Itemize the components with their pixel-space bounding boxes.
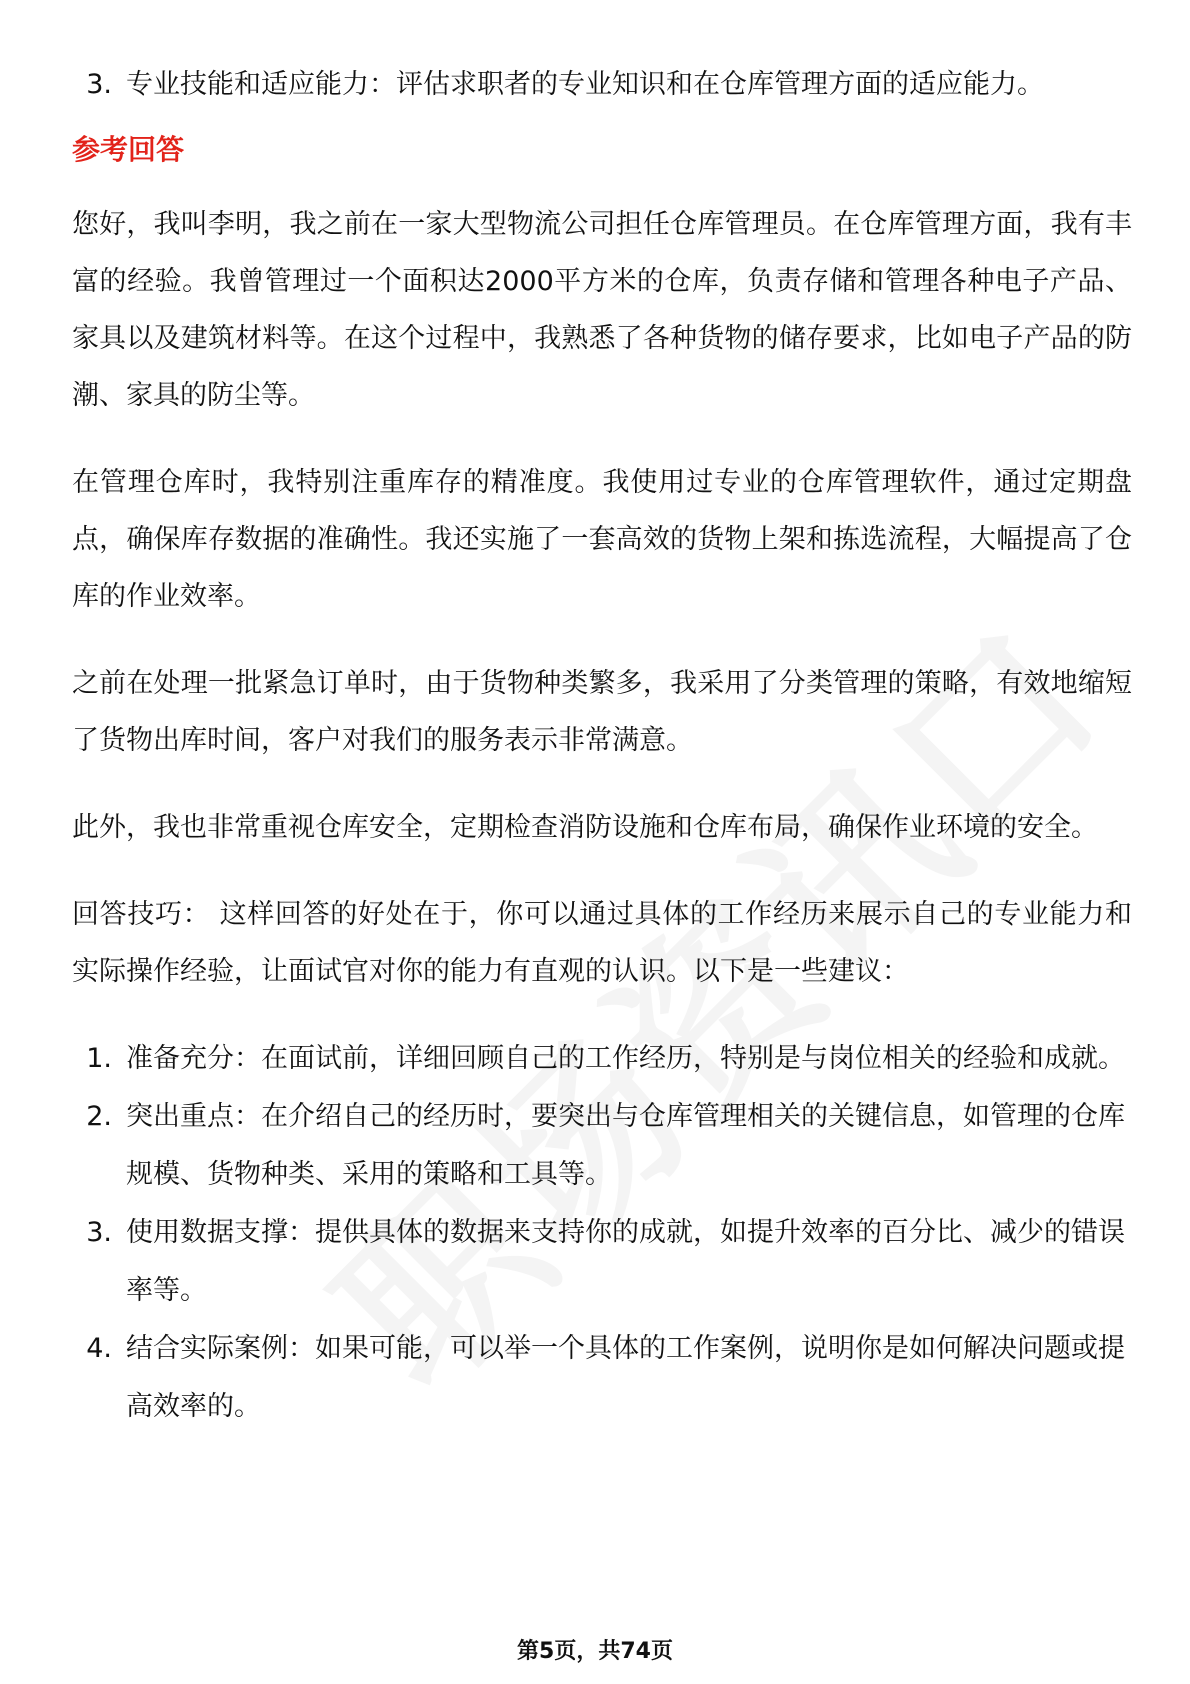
list-item — [72, 1088, 1132, 1204]
evaluation-list — [72, 56, 1132, 114]
answer-paragraph: 您好，我叫李明，我之前在一家大型物流公司担任仓库管理员。在仓库管理方面，我有丰富的经验。我曾管理过一个面积达2000平方米的仓库，负责存储和管理各种电子产品、家具以及建筑材料等。在这个过程中，我熟悉了各种货物的储存要求，比如电子产品的防潮、家具的防尘等。 — [72, 209, 1132, 411]
list-item-text: 结合实际案例：如果可能，可以举一个具体的工作案例，说明你是如何解决问题或提高效率的。 — [126, 1333, 1125, 1422]
list-item — [72, 56, 1132, 114]
list-item-text: 准备充分：在面试前，详细回顾自己的工作经历，特别是与岗位相关的经验和成就。 — [126, 1043, 1125, 1074]
list-item — [72, 1030, 1132, 1088]
answer-paragraph: 在管理仓库时，我特别注重库存的精准度。我使用过专业的仓库管理软件，通过定期盘点，确保库存数据的准确性。我还实施了一套高效的货物上架和拣选流程，大幅提高了仓库的作业效率。 — [72, 467, 1132, 612]
list-item-number: 1. — [86, 1043, 112, 1074]
list-item-text: 使用数据支撑：提供具体的数据来支持你的成就，如提升效率的百分比、减少的错误率等。 — [126, 1217, 1125, 1306]
list-item-text: 专业技能和适应能力：评估求职者的专业知识和在仓库管理方面的适应能力。 — [126, 69, 1044, 100]
list-item — [72, 1204, 1132, 1320]
list-item — [72, 1320, 1132, 1436]
section-title: 参考回答 — [72, 133, 185, 166]
document-content — [72, 56, 1132, 1436]
tips-list — [72, 1030, 1132, 1436]
answer-paragraph: 此外，我也非常重视仓库安全，定期检查消防设施和仓库布局，确保作业环境的安全。 — [72, 812, 1098, 843]
list-item-number: 3. — [86, 1217, 112, 1248]
list-item-number: 3. — [86, 69, 112, 100]
list-item-number: 2. — [86, 1101, 112, 1132]
page-number-footer: 第5页，共74页 — [517, 1639, 673, 1664]
list-item-text: 突出重点：在介绍自己的经历时，要突出与仓库管理相关的关键信息，如管理的仓库规模、货物种类、采用的策略和工具等。 — [126, 1101, 1125, 1190]
list-item-number: 4. — [86, 1333, 112, 1364]
tips-intro-paragraph: 回答技巧： 这样回答的好处在于，你可以通过具体的工作经历来展示自己的专业能力和实际操作经验，让面试官对你的能力有直观的认识。以下是一些建议： — [72, 899, 1132, 987]
answer-paragraph: 之前在处理一批紧急订单时，由于货物种类繁多，我采用了分类管理的策略，有效地缩短了货物出库时间，客户对我们的服务表示非常满意。 — [72, 668, 1132, 756]
